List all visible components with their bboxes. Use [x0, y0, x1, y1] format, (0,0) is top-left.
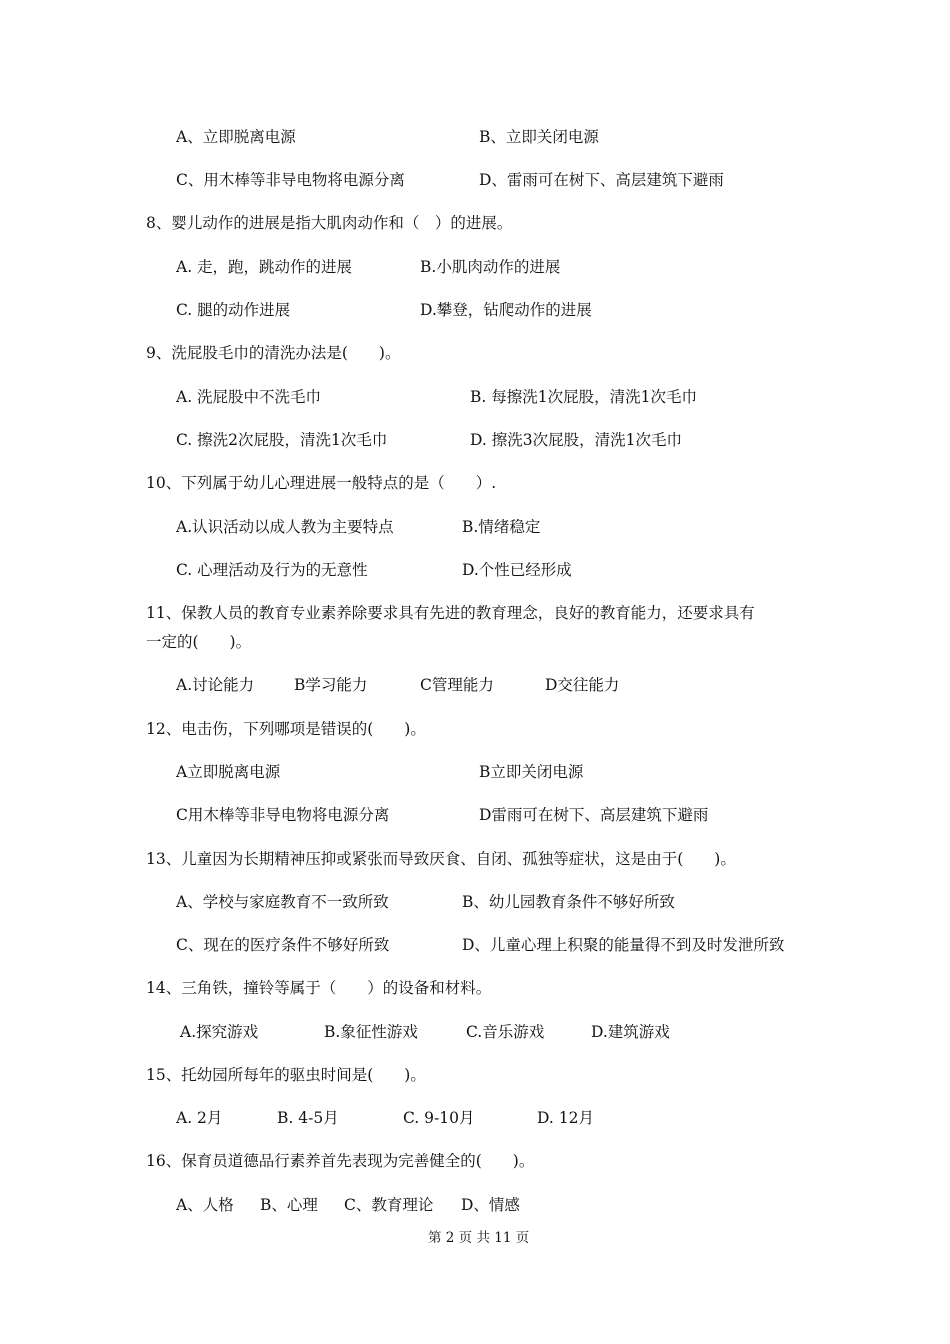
question-16: 16、保育员道德品行素养首先表现为完善健全的( )。	[146, 1152, 535, 1170]
line-8a: A. 走，跑，跳动作的进展	[176, 258, 353, 276]
line-15c: C. 9-10月	[403, 1109, 475, 1127]
line-9b: B. 每擦洗1次屁股，清洗1次毛巾	[470, 388, 697, 406]
line-7a: A、立即脱离电源	[176, 128, 296, 146]
line-7c: C、用木棒等非导电物将电源分离	[176, 171, 405, 189]
line-10c: C. 心理活动及行为的无意性	[176, 561, 368, 579]
line-12d: D雷雨可在树下、高层建筑下避雨	[479, 806, 709, 824]
line-7d: D、雷雨可在树下、高层建筑下避雨	[479, 171, 724, 189]
line-11d: D交往能力	[545, 676, 620, 694]
line-9a: A. 洗屁股中不洗毛巾	[176, 388, 322, 406]
line-13b: B、幼儿园教育条件不够好所致	[462, 893, 675, 911]
line-8b: B.小肌肉动作的进展	[420, 258, 561, 276]
question-8: 8、婴儿动作的进展是指大肌肉动作和（ ）的进展。	[146, 214, 513, 232]
line-11b: B学习能力	[294, 676, 368, 694]
line-9c: C. 擦洗2次屁股，清洗1次毛巾	[176, 431, 388, 449]
line-15b: B. 4-5月	[277, 1109, 339, 1127]
page-footer: 第 2 页 共 11 页	[428, 1230, 530, 1246]
line-12a: A立即脱离电源	[176, 763, 281, 781]
question-12: 12、电击伤，下列哪项是错误的( )。	[146, 720, 426, 738]
line-13c: C、现在的医疗条件不够好所致	[176, 936, 390, 954]
line-14b: B.象征性游戏	[324, 1023, 418, 1041]
line-10b: B.情绪稳定	[462, 518, 541, 536]
question-15: 15、托幼园所每年的驱虫时间是( )。	[146, 1066, 426, 1084]
line-13d: D、儿童心理上积聚的能量得不到及时发泄所致	[462, 936, 785, 954]
line-15d: D. 12月	[537, 1109, 594, 1127]
line-8c: C. 腿的动作进展	[176, 301, 291, 319]
line-14a: A.探究游戏	[180, 1023, 259, 1041]
line-14d: D.建筑游戏	[591, 1023, 670, 1041]
line-15a: A. 2月	[176, 1109, 223, 1127]
line-16c: C、教育理论	[344, 1196, 434, 1214]
question-13: 13、儿童因为长期精神压抑或紧张而导致厌食、自闭、孤独等症状，这是由于( )。	[146, 850, 736, 868]
line-16d: D、情感	[461, 1196, 520, 1214]
question-11: 11、保教人员的教育专业素养除要求具有先进的教育理念，良好的教育能力，还要求具有	[146, 604, 755, 622]
line-7b: B、立即关闭电源	[479, 128, 599, 146]
question-14: 14、三角铁，撞铃等属于（ ）的设备和材料。	[146, 979, 492, 997]
question-11-cont: 一定的( )。	[146, 633, 252, 651]
line-12c: C用木棒等非导电物将电源分离	[176, 806, 390, 824]
question-9: 9、洗屁股毛巾的清洗办法是( )。	[146, 344, 401, 362]
line-8d: D.攀登，钻爬动作的进展	[420, 301, 592, 319]
line-12b: B立即关闭电源	[479, 763, 584, 781]
line-10a: A.认识活动以成人教为主要特点	[176, 518, 394, 536]
line-11a: A.讨论能力	[176, 676, 255, 694]
line-14c: C.音乐游戏	[466, 1023, 545, 1041]
line-13a: A、学校与家庭教育不一致所致	[176, 893, 389, 911]
line-16a: A、人格	[176, 1196, 234, 1214]
line-16b: B、心理	[260, 1196, 318, 1214]
line-11c: C管理能力	[420, 676, 494, 694]
line-9d: D. 擦洗3次屁股，清洗1次毛巾	[470, 431, 682, 449]
line-10d: D.个性已经形成	[462, 561, 572, 579]
question-10: 10、下列属于幼儿心理进展一般特点的是（ ）.	[146, 474, 497, 492]
